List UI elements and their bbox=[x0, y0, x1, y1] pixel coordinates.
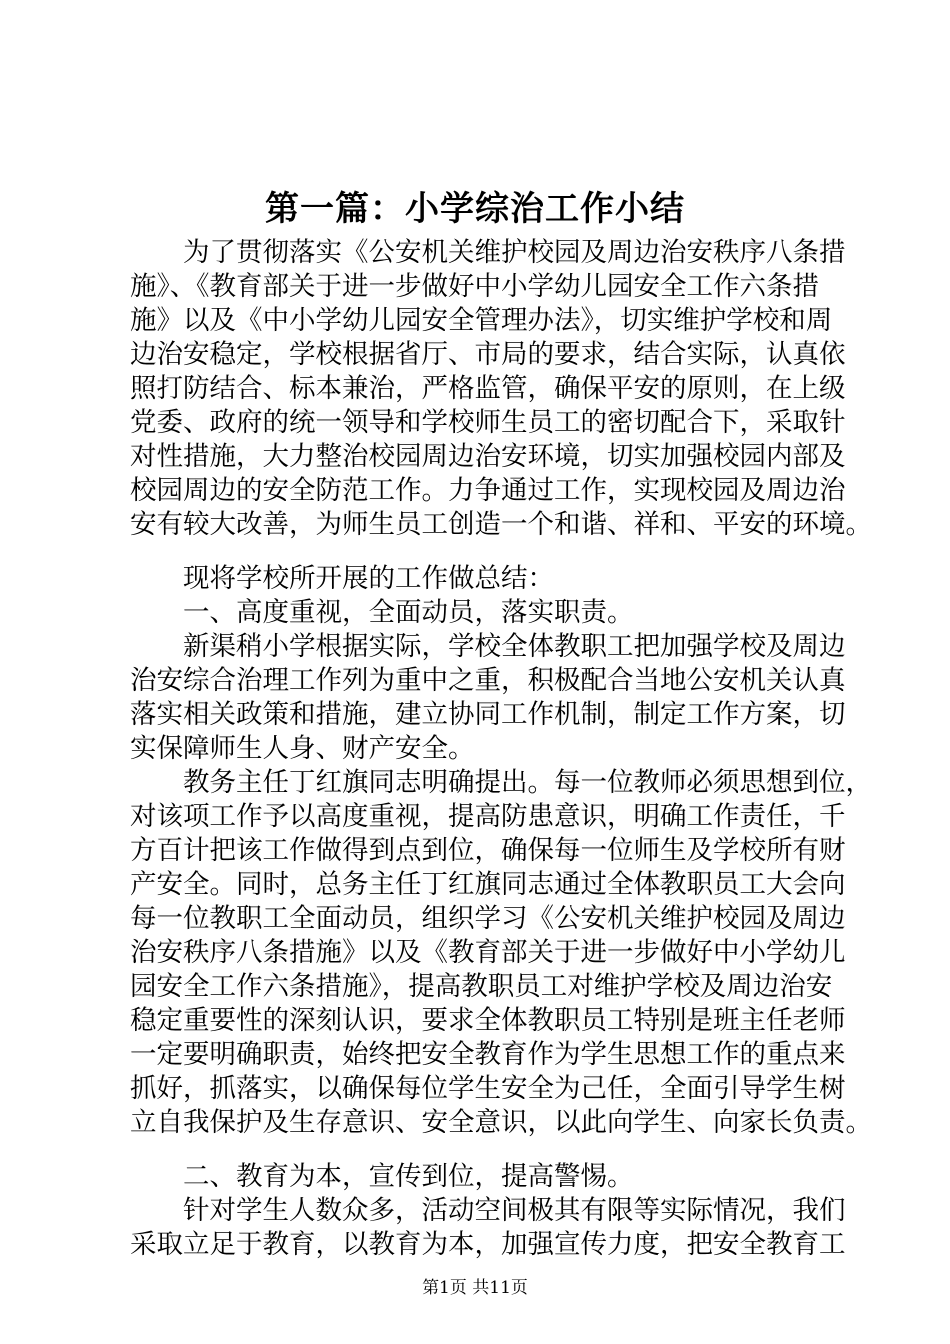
text-line: 教务主任丁红旗同志明确提出。每一位教师必须思想到位， bbox=[183, 767, 872, 798]
text-line: 为了贯彻落实《公安机关维护校园及周边治安秩序八条措 bbox=[183, 237, 846, 268]
document-title: 第一篇：小学综治工作小结 bbox=[265, 189, 685, 229]
text-line: 照打防结合、标本兼治，严格监管，确保平安的原则，在上级 bbox=[130, 373, 846, 404]
text-line: 每一位教职工全面动员，组织学习《公安机关维护校园及周边 bbox=[130, 903, 846, 934]
text-line: 边治安稳定，学校根据省厅、市局的要求，结合实际，认真依 bbox=[130, 339, 846, 370]
text-line: 立自我保护及生存意识、安全意识，以此向学生、向家长负责。 bbox=[130, 1107, 872, 1138]
text-line: 一定要明确职责，始终把安全教育作为学生思想工作的重点来 bbox=[130, 1039, 846, 1070]
text-line: 园安全工作六条措施》，提高教职员工对维护学校及周边治安 bbox=[130, 971, 833, 1002]
text-line: 对该项工作予以高度重视，提高防患意识，明确工作责任，千 bbox=[130, 801, 846, 832]
text-line: 治安综合治理工作列为重中之重，积极配合当地公安机关认真 bbox=[130, 665, 846, 696]
text-line: 施》以及《中小学幼儿园安全管理办法》，切实维护学校和周 bbox=[130, 305, 833, 336]
text-line: 采取立足于教育，以教育为本，加强宣传力度，把安全教育工 bbox=[130, 1229, 846, 1260]
text-line: 对性措施，大力整治校园周边治安环境，切实加强校园内部及 bbox=[130, 441, 846, 472]
text-line: 落实相关政策和措施，建立协同工作机制，制定工作方案，切 bbox=[130, 699, 846, 730]
section-heading: 二、教育为本，宣传到位，提高警惕。 bbox=[183, 1161, 634, 1192]
page-footer: 第1页 共11页 bbox=[422, 1278, 528, 1298]
text-line: 实保障师生人身、财产安全。 bbox=[130, 733, 475, 764]
text-line: 方百计把该工作做得到点到位，确保每一位师生及学校所有财 bbox=[130, 835, 846, 866]
text-line: 针对学生人数众多，活动空间极其有限等实际情况，我们 bbox=[183, 1195, 846, 1226]
text-line: 施》、《教育部关于进一步做好中小学幼儿园安全工作六条措 bbox=[130, 271, 819, 302]
text-line: 现将学校所开展的工作做总结： bbox=[183, 563, 554, 594]
text-line: 抓好，抓落实，以确保每位学生安全为己任，全面引导学生树 bbox=[130, 1073, 846, 1104]
text-line: 稳定重要性的深刻认识，要求全体教职员工特别是班主任老师 bbox=[130, 1005, 846, 1036]
text-line: 产安全。同时，总务主任丁红旗同志通过全体教职员工大会向 bbox=[130, 869, 846, 900]
text-line: 党委、政府的统一领导和学校师生员工的密切配合下，采取针 bbox=[130, 407, 846, 438]
section-heading: 一、高度重视，全面动员，落实职责。 bbox=[183, 597, 634, 628]
text-line: 新渠稍小学根据实际，学校全体教职工把加强学校及周边 bbox=[183, 631, 846, 662]
text-line: 校园周边的安全防范工作。力争通过工作，实现校园及周边治 bbox=[130, 475, 846, 506]
text-line: 治安秩序八条措施》以及《教育部关于进一步做好中小学幼儿 bbox=[130, 937, 846, 968]
text-line: 安有较大改善，为师生员工创造一个和谐、祥和、平安的环境。 bbox=[130, 509, 872, 540]
